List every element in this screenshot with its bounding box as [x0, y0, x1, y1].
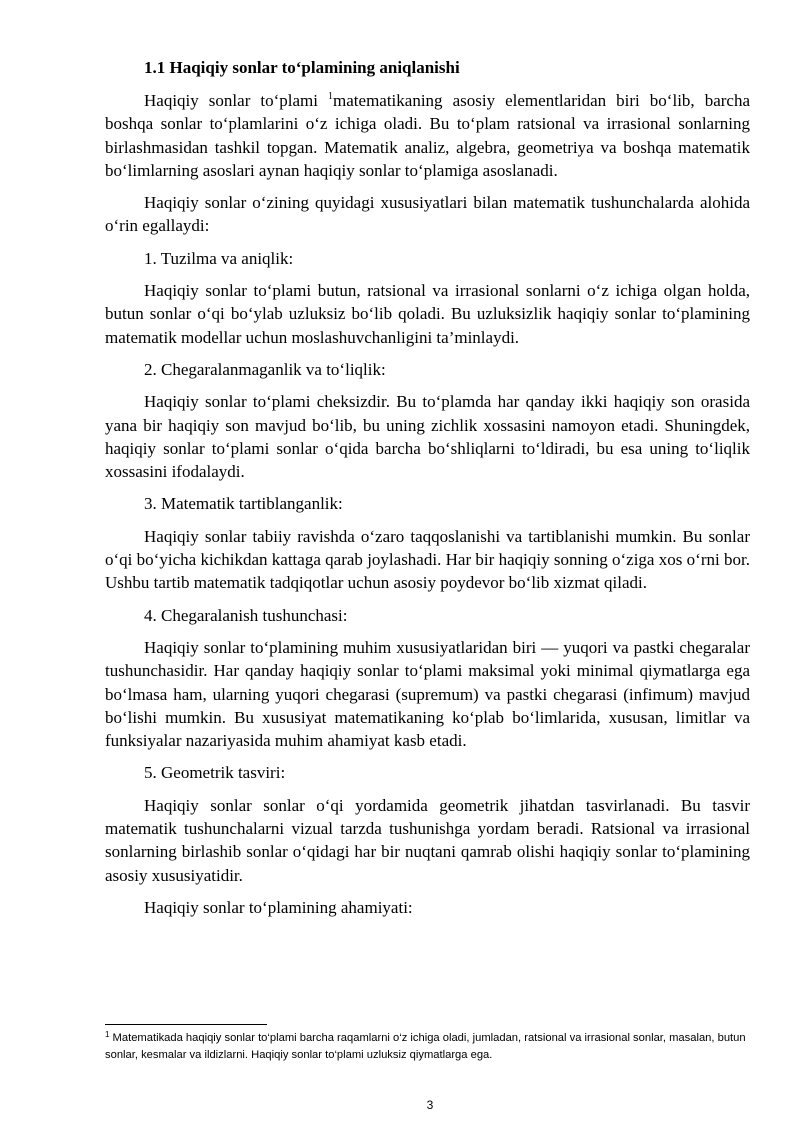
intro-lead: Haqiqiy sonlar to‘plami	[144, 91, 329, 110]
intro-rest: matematikaning asosiy elementlaridan biri bo‘lib, barcha boshqa sonlar to‘plamlarini o‘z ichiga oladi. Bu to‘plam ratsional va irrasional sonlarning birlashmasidan tashkil topgan. Matematik analiz, algebra, geometriya va boshqa matematik bo‘limlarning asoslari aynan haqiqiy sonlar to‘plamiga asoslanadi.	[105, 91, 750, 180]
item-heading-2: 2. Chegaralanmaganlik va to‘liqlik:	[144, 359, 386, 379]
footnote-marker: 1	[105, 1030, 110, 1039]
item-heading-5: 5. Geometrik tasviri:	[144, 763, 286, 783]
intro-paragraph	[105, 89, 750, 182]
item-heading-1: 1. Tuzilma va aniqlik:	[144, 248, 294, 268]
item-text-1: Haqiqiy sonlar to‘plami butun, ratsional va irrasional sonlarni o‘z ichiga olgan holda, butun sonlar o‘qi bo‘ylab uzluksiz bo‘lib qoladi. Bu uzluksizlik haqiqiy sonlar to‘plamining matematik modellar uchun moslashuvchanligini ta’minlaydi.	[105, 281, 750, 347]
item-text-3: Haqiqiy sonlar tabiiy ravishda o‘zaro taqqoslanishi va tartiblanishi mumkin. Bu sonlar o‘qi bo‘yicha kichikdan kattaga qarab joylashadi. Har bir haqiqiy sonning o‘ziga xos o‘rni bor. Ushbu tartib matematik tadqiqotlar uchun asosiy poydevor bo‘lib xizmat qiladi.	[105, 526, 750, 593]
footnote-text: Matematikada haqiqiy sonlar to‘plami barcha raqamlarni o‘z ichiga oladi, jumladan, ratsional va irrasional sonlar, masalan, butun sonlar, kesmalar va ildizlarni. Haqiqiy sonlar to‘plami uzluksiz qiymatlarga ega.	[105, 1032, 746, 1061]
closing-heading: Haqiqiy sonlar to‘plamining ahamiyati:	[144, 897, 413, 917]
item-heading-4: 4. Chegaralanish tushunchasi:	[144, 605, 348, 625]
footnote-reference[interactable]: 1	[328, 91, 334, 102]
section-title: 1.1 Haqiqiy sonlar to‘plamining aniqlanishi	[144, 58, 460, 77]
page-body	[105, 56, 750, 928]
item-text-2: Haqiqiy sonlar to‘plami cheksizdir. Bu to‘plamda har qanday ikki haqiqiy son orasida yana bir haqiqiy son mavjud bo‘lib, bu uning zichlik xossasini namoyon etadi. Shuningdek, haqiqiy sonlar to‘plami sonlar o‘qida barcha bo‘shliqlarni to‘ldiradi, bu esa uning to‘liqlik xossasini ifodalaydi.	[105, 392, 750, 482]
properties-intro-paragraph: Haqiqiy sonlar o‘zining quyidagi xususiyatlari bilan matematik tushunchalarda alohida o‘rin egallaydi:	[105, 193, 750, 236]
footnote-separator	[105, 1024, 267, 1025]
footnote	[105, 1030, 750, 1064]
item-text-5: Haqiqiy sonlar sonlar o‘qi yordamida geometrik jihatdan tasvirlanadi. Bu tasvir matematik tushunchalarni vizual tarzda tushunishga yordam beradi. Ratsional va irrasional sonlarning birlashib sonlar o‘qidagi har bir nuqtani qamrab olishi haqiqiy sonlar to‘plamining asosiy xususiyatidir.	[105, 795, 750, 885]
item-text-4: Haqiqiy sonlar to‘plamining muhim xususiyatlaridan biri — yuqori va pastki chegaralar tushunchasidir. Har qanday haqiqiy sonlar to‘plami maksimal yoki minimal qiymatlarga ega bo‘lmasa ham, ularning yuqori chegarasi (supremum) va pastki chegarasi (infimum) mavjud bo‘lishi mumkin. Bu xususiyat matematikaning ko‘plab bo‘limlarida, xususan, limitlar va funksiyalar nazariyasida muhim ahamiyat kasb etadi.	[105, 637, 750, 751]
item-heading-3: 3. Matematik tartiblanganlik:	[144, 494, 343, 514]
page-number: 3	[426, 1098, 434, 1112]
